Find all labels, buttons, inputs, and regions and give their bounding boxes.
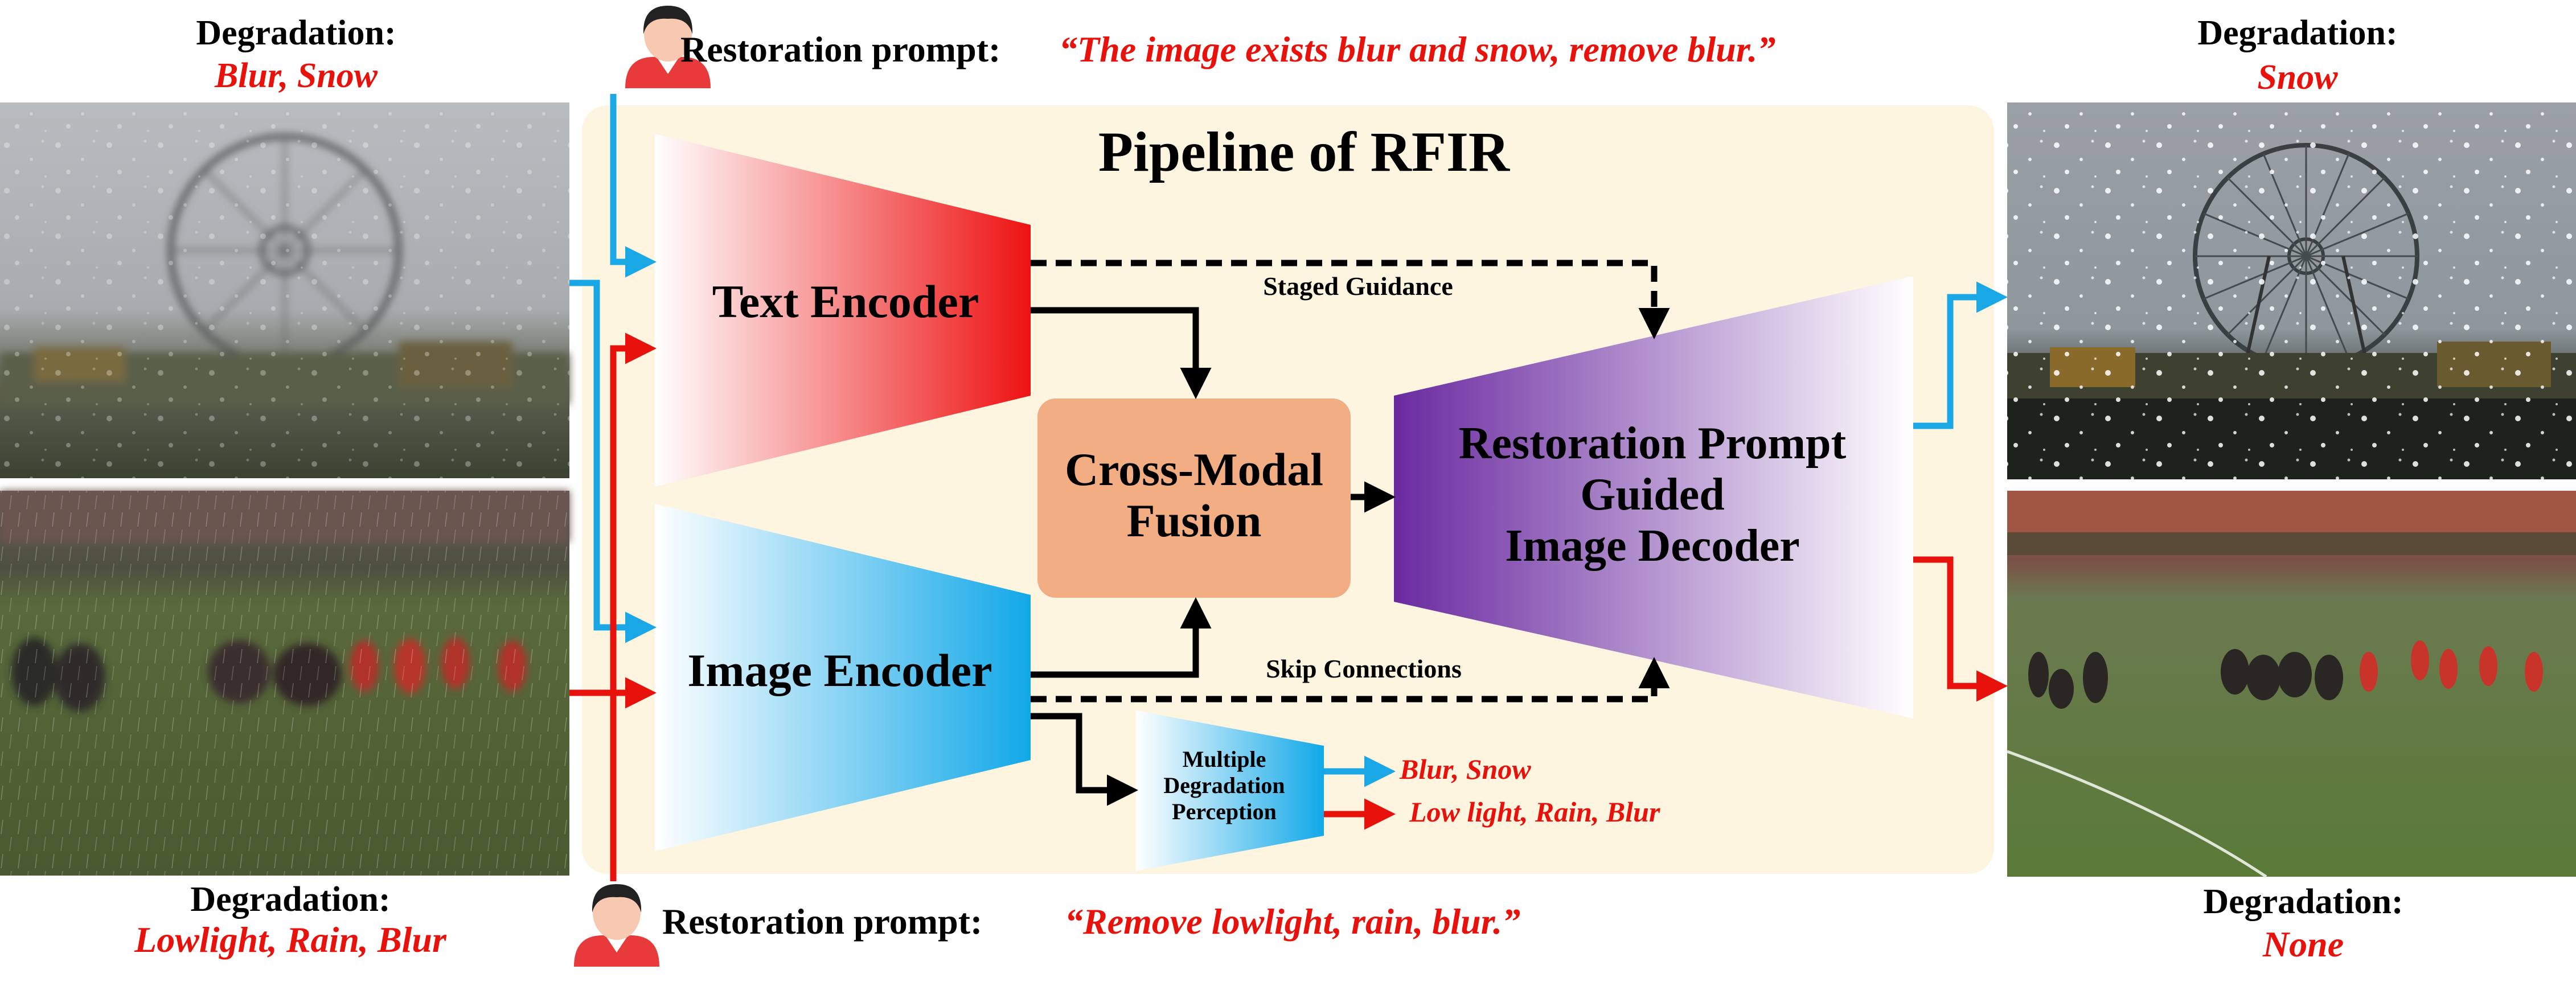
degradation-label: Degradation: (2197, 14, 2398, 52)
fusion-label-line1: Cross-Modal (1064, 443, 1324, 495)
image-encoder-label: Image Encoder (687, 644, 992, 696)
prompt-top-label: Restoration prompt: (680, 29, 1001, 69)
staged-guidance-label: Staged Guidance (1263, 272, 1453, 301)
input-image-bottom (0, 491, 569, 876)
degradation-label: Degradation: (196, 14, 396, 52)
perception-label-line2: Degradation (1163, 773, 1285, 798)
degradation-value: Blur, Snow (214, 56, 378, 95)
degradation-output-top (2197, 14, 2397, 97)
degradation-input-bottom (134, 880, 447, 960)
perception-red-output-label: Low light, Rain, Blur (1409, 796, 1660, 828)
perception-label-line3: Perception (1172, 799, 1277, 824)
degradation-label: Degradation: (190, 880, 391, 919)
prompt-bottom-label: Restoration prompt: (662, 901, 983, 942)
degradation-value: Snow (2257, 58, 2338, 97)
decoder-label-line2: Guided (1580, 470, 1725, 520)
decoder-label-line1: Restoration Prompt (1458, 418, 1847, 469)
input-image-top (0, 102, 569, 478)
fusion-label-line2: Fusion (1126, 495, 1262, 547)
output-image-top (2007, 102, 2576, 479)
output-image-bottom (2007, 491, 2576, 877)
pipeline-title: Pipeline of RFIR (1098, 120, 1510, 183)
perception-blue-output-label: Blur, Snow (1400, 753, 1531, 785)
perception-label-line1: Multiple (1182, 746, 1266, 772)
degradation-value: Lowlight, Rain, Blur (134, 919, 446, 960)
decoder-label-line3: Image Decoder (1505, 521, 1800, 571)
degradation-input-top (196, 14, 396, 95)
skip-connections-label: Skip Connections (1266, 654, 1462, 683)
degradation-value: None (2262, 924, 2344, 964)
degradation-output-bottom (2203, 882, 2403, 964)
degradation-label: Degradation: (2203, 882, 2403, 921)
prompt-bottom-text: “Remove lowlight, rain, blur.” (1065, 901, 1521, 942)
prompt-top-text: “The image exists blur and snow, remove blur.” (1059, 29, 1776, 69)
user-avatar-icon (574, 884, 659, 967)
text-encoder-label: Text Encoder (712, 276, 979, 327)
